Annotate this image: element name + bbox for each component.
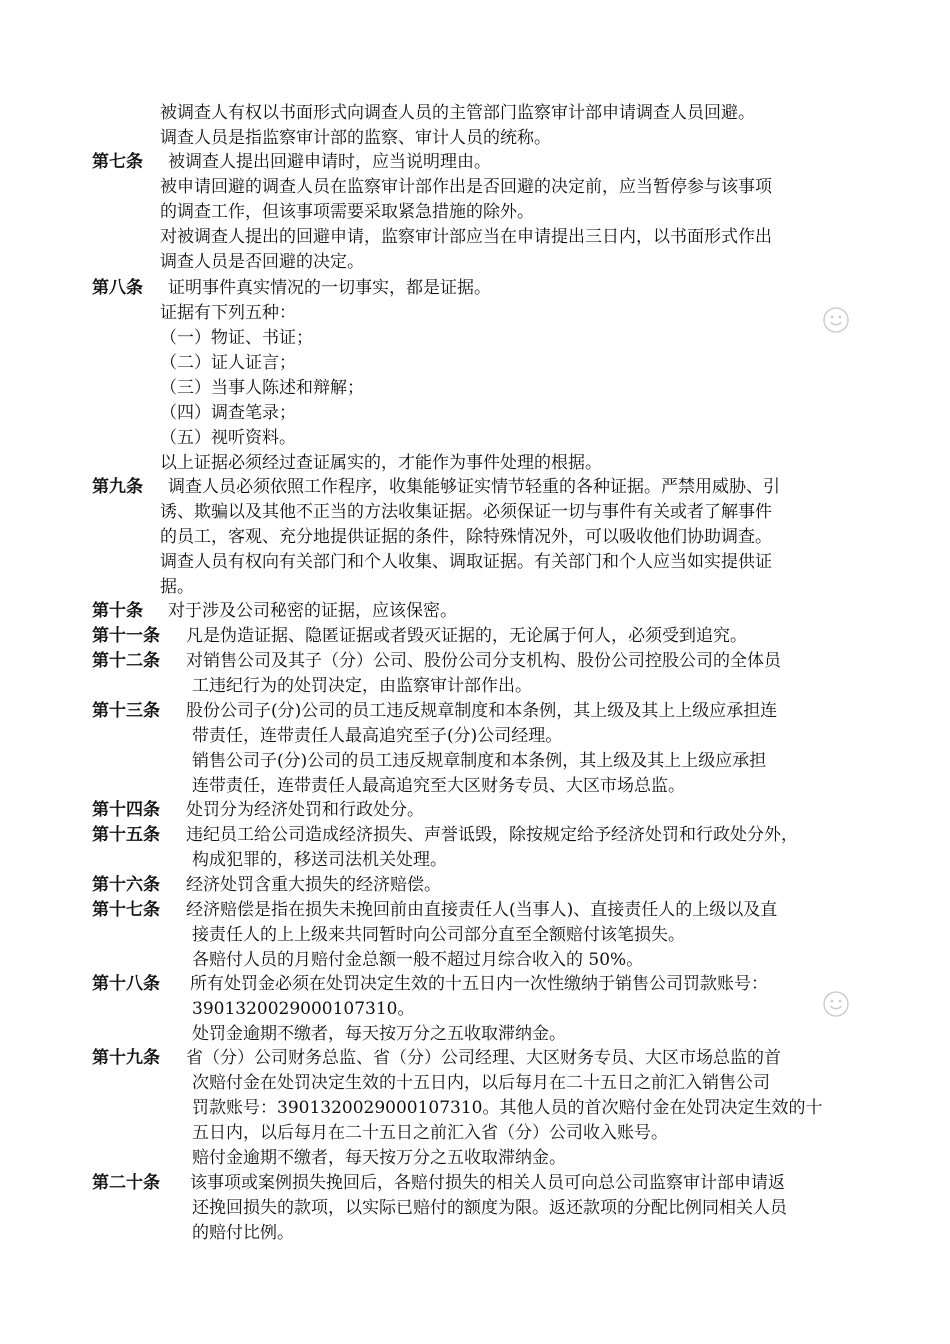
body-line: 被调查人有权以书面形式向调查人员的主管部门监察审计部申请调查人员回避。 <box>160 103 755 123</box>
body-line: 带责任，连带责任人最高追究至子(分)公司经理。 <box>192 726 563 746</box>
article-heading-16: 第十六条 <box>92 875 160 895</box>
article-heading-10: 第十条 <box>92 601 143 621</box>
body-line: 证据有下列五种： <box>160 303 296 323</box>
list-item: （二）证人证言； <box>160 353 296 373</box>
body-line: 连带责任，连带责任人最高追究至大区财务专员、大区市场总监。 <box>192 776 685 796</box>
smiley-icon <box>822 990 850 1018</box>
body-line: 被调查人提出回避申请时，应当说明理由。 <box>168 152 491 172</box>
body-line: 还挽回损失的款项，以实际已赔付的额度为限。返还款项的分配比例同相关人员 <box>192 1198 787 1218</box>
body-line: 违纪员工给公司造成经济损失、声誉诋毁，除按规定给予经济处罚和行政处分外， <box>186 825 798 845</box>
body-line: 该事项或案例损失挽回后，各赔付损失的相关人员可向总公司监察审计部申请返 <box>190 1173 785 1193</box>
body-line: 接责任人的上上级来共同暂时向公司部分直至全额赔付该笔损失。 <box>192 925 685 945</box>
body-line: 各赔付人员的月赔付金总额一般不超过月综合收入的 50%。 <box>192 950 644 970</box>
body-line: 五日内，以后每月在二十五日之前汇入省（分）公司收入账号。 <box>192 1123 668 1143</box>
body-line: 经济赔偿是指在损失未挽回前由直接责任人(当事人)、直接责任人的上级以及直 <box>186 900 778 920</box>
body-line: 销售公司子(分)公司的员工违反规章制度和本条例，其上级及其上上级应承担 <box>192 751 767 771</box>
list-item: （五）视听资料。 <box>160 428 296 448</box>
body-line: 调查人员有权向有关部门和个人收集、调取证据。有关部门和个人应当如实提供证 <box>160 552 772 572</box>
body-line: 的调查工作，但该事项需要采取紧急措施的除外。 <box>160 202 534 222</box>
body-line: 罚款账号：3901320029000107310。其他人员的首次赔付金在处罚决定生效的十 <box>192 1098 823 1118</box>
body-line: 股份公司子(分)公司的员工违反规章制度和本条例，其上级及其上上级应承担连 <box>186 701 778 721</box>
article-heading-17: 第十七条 <box>92 900 160 920</box>
account-number: 3901320029000107310。 <box>192 999 415 1019</box>
body-line: 对销售公司及其子（分）公司、股份公司分支机构、股份公司控股公司的全体员 <box>186 651 781 671</box>
body-line: 所有处罚金必须在处罚决定生效的十五日内一次性缴纳于销售公司罚款账号： <box>190 974 768 994</box>
article-heading-9: 第九条 <box>92 477 143 497</box>
article-heading-12: 第十二条 <box>92 651 160 671</box>
body-line: 构成犯罪的，移送司法机关处理。 <box>192 850 447 870</box>
body-line: 诱、欺骗以及其他不正当的方法收集证据。必须保证一切与事件有关或者了解事件 <box>160 502 772 522</box>
body-line: 经济处罚含重大损失的经济赔偿。 <box>186 875 441 895</box>
article-heading-13: 第十三条 <box>92 701 160 721</box>
list-item: （一）物证、书证； <box>160 328 313 348</box>
list-item: （三）当事人陈述和辩解； <box>160 378 364 398</box>
article-heading-14: 第十四条 <box>92 800 160 820</box>
body-line: 以上证据必须经过查证属实的，才能作为事件处理的根据。 <box>160 453 602 473</box>
article-heading-7: 第七条 <box>92 152 143 172</box>
article-heading-18: 第十八条 <box>92 974 160 994</box>
body-line: 次赔付金在处罚决定生效的十五日内，以后每月在二十五日之前汇入销售公司 <box>192 1073 770 1093</box>
body-line: 的员工，客观、充分地提供证据的条件，除特殊情况外，可以吸收他们协助调查。 <box>160 527 772 547</box>
body-line: 凡是伪造证据、隐匿证据或者毁灭证据的，无论属于何人，必须受到追究。 <box>186 626 747 646</box>
body-line: 调查人员必须依照工作程序，收集能够证实情节轻重的各种证据。严禁用威胁、引 <box>168 477 780 497</box>
body-line: 处罚金逾期不缴者，每天按万分之五收取滞纳金。 <box>192 1024 566 1044</box>
body-line: 赔付金逾期不缴者，每天按万分之五收取滞纳金。 <box>192 1148 566 1168</box>
article-heading-20: 第二十条 <box>92 1173 160 1193</box>
article-heading-15: 第十五条 <box>92 825 160 845</box>
body-line: 证明事件真实情况的一切事实，都是证据。 <box>168 278 491 298</box>
article-heading-11: 第十一条 <box>92 626 160 646</box>
body-line: 对于涉及公司秘密的证据，应该保密。 <box>168 601 457 621</box>
body-line: 被申请回避的调查人员在监察审计部作出是否回避的决定前，应当暂停参与该事项 <box>160 177 772 197</box>
body-line: 的赔付比例。 <box>192 1223 294 1243</box>
body-line: 处罚分为经济处罚和行政处分。 <box>186 800 424 820</box>
article-heading-8: 第八条 <box>92 278 143 298</box>
body-line: 工违纪行为的处罚决定，由监察审计部作出。 <box>192 676 532 696</box>
body-line: 省（分）公司财务总监、省（分）公司经理、大区财务专员、大区市场总监的首 <box>186 1048 781 1068</box>
body-line: 调查人员是否回避的决定。 <box>160 252 364 272</box>
smiley-icon <box>822 306 850 334</box>
article-heading-19: 第十九条 <box>92 1048 160 1068</box>
body-line: 调查人员是指监察审计部的监察、审计人员的统称。 <box>160 128 551 148</box>
body-line: 对被调查人提出的回避申请，监察审计部应当在申请提出三日内，以书面形式作出 <box>160 227 772 247</box>
body-line: 据。 <box>160 577 194 597</box>
list-item: （四）调查笔录； <box>160 403 296 423</box>
